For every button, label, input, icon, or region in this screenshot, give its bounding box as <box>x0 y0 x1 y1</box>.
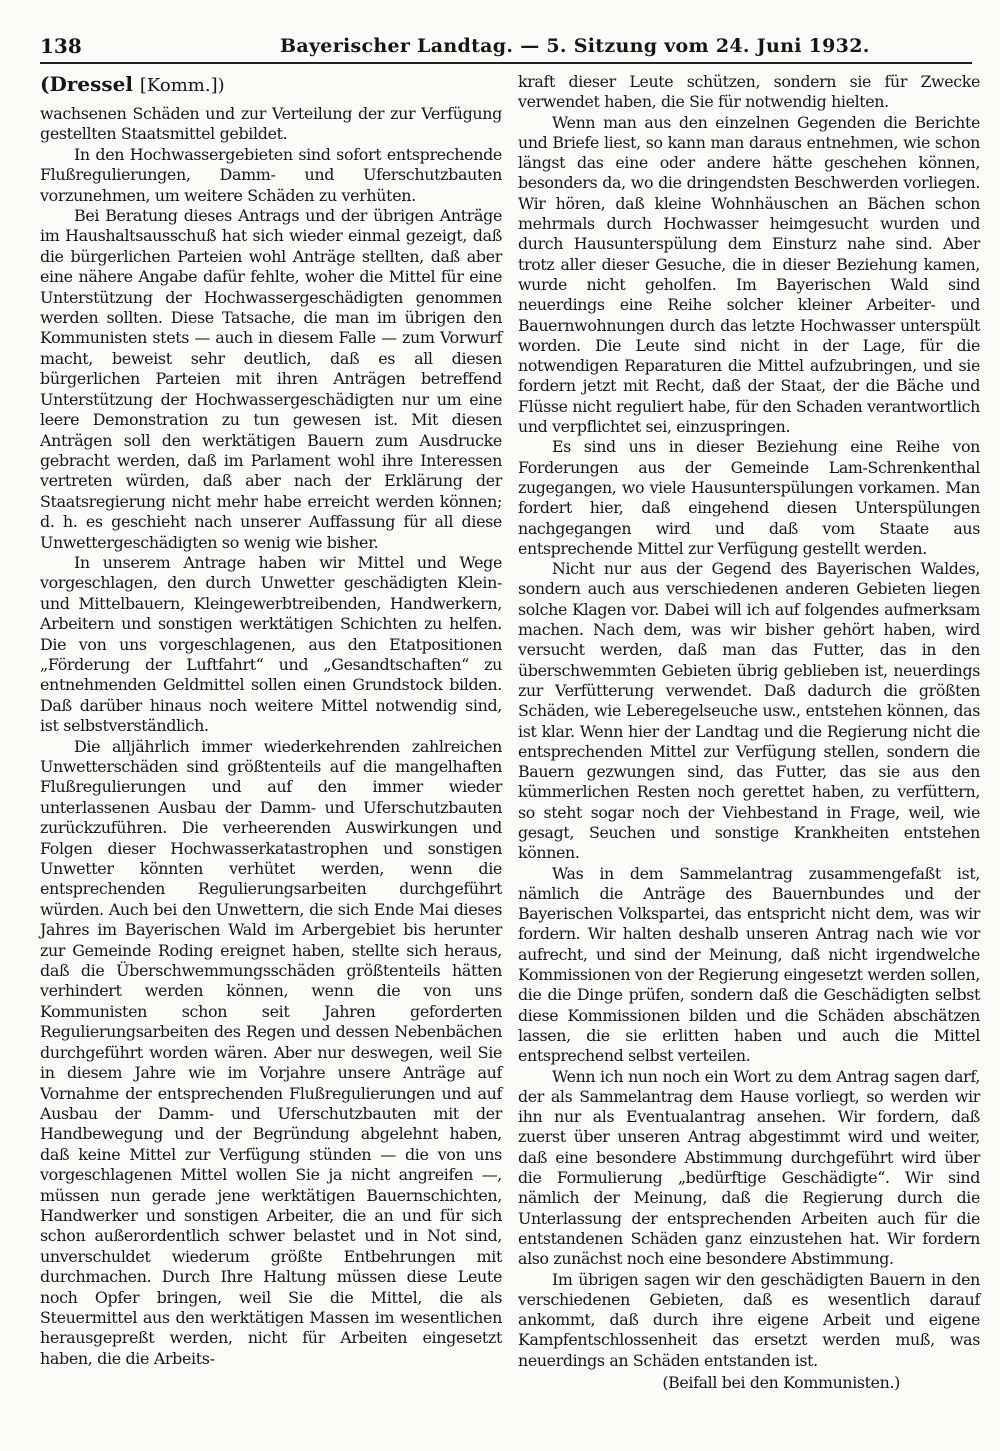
paragraph: Wenn ich nun noch ein Wort zu dem Antrag sagen darf, der als Sammelantrag dem Hause vorliegt, so werden wir ihn nur als Eventualantrag ansehen. Wir fordern, daß zuerst über unseren Antrag abgestimmt wird und weiter, daß eine besondere Abstimmung durchgeführt wird über die Formulierung „bedürftige Geschädigte“. Wir sind nämlich der Meinung, daß die Regierung durch die Unterlassung der entsprechenden Arbeiten auch für die entstandenen Schäden ganz einzustehen hat. Wir fordern also zunächst noch eine besondere Abstimmung. <box>518 1066 980 1269</box>
paragraph: In den Hochwassergebieten sind sofort entsprechende Flußregulierungen, Damm- und Uferschutzbauten vorzunehmen, um weitere Schäden zu verhüten. <box>40 144 502 205</box>
paragraph: Bei Beratung dieses Antrags und der übrigen Anträge im Haushaltsausschuß hat sich wieder einmal gezeigt, daß die bürgerlichen Parteien wohl Anträge stellten, daß aber eine nähere Angabe dafür fehlte, woher die Mittel für eine Unterstützung der Hochwassergeschädigten genommen werden sollten. Diese Tatsache, die man im übrigen den Kommunisten stets — auch in diesem Falle — zum Vorwurf macht, beweist sehr deutlich, daß es all diesen bürgerlichen Parteien mit ihren Anträgen betreffend Unterstützung der Hochwassergeschädigten nur um eine leere Demonstration zu tun gewesen ist. Mit diesen Anträgen soll den werktätigen Bauern zum Ausdrucke gebracht werden, daß im Parlament wohl ihre Interessen vertreten würden, daß aber nach der Erklärung der Staatsregierung nicht mehr habe erreicht werden können; d. h. es geschieht nach unserer Auffassung für all diese Unwettergeschädigten so wenig wie bisher. <box>40 206 502 552</box>
paragraph: Wenn man aus den einzelnen Gegenden die Berichte und Briefe liest, so kann man daraus entnehmen, wie schon längst das eine oder andere hätte geschehen können, besonders da, wo die dringendsten Beschwerden vorliegen. Wir hören, daß kleine Wohnhäuschen an Bächen schon mehrmals durch Hochwasser heimgesucht wurden und durch Hausunterspülung dem Einsturz nahe sind. Aber trotz aller dieser Gesuche, die in dieser Beziehung kamen, wurde nicht geholfen. Im Bayerischen Wald sind neuerdings eine Reihe solcher kleiner Arbeiter- und Bauernwohnungen durch das letzte Hochwasser unterspült worden. Die Leute sind nicht in der Lage, für die notwendigen Reparaturen die Mittel aufzubringen, und sie fordern jetzt mit Recht, daß der Staat, der die Bäche und Flüsse nicht reguliert habe, für den Schaden verantwortlich und verpflichtet sei, einzuspringen. <box>518 112 980 437</box>
left-column <box>40 72 502 1369</box>
page-header <box>40 34 972 64</box>
applause-note: (Beifall bei den Kommunisten.) <box>662 1373 900 1392</box>
paragraph: In unserem Antrage haben wir Mittel und Wege vorgeschlagen, den durch Unwetter geschädigten Klein- und Mittelbauern, Kleingewerbtreibenden, Handwerkern, Arbeitern und sonstigen werktätigen Schichten zu helfen. Die von uns vorgeschlagenen, aus den Etatpositionen „Förderung der Luftfahrt“ und „Gesandtschaften“ zu entnehmenden Geldmittel sollen einen Grundstock bilden. Daß darüber hinaus noch weitere Mittel notwendig sind, ist selbstverständlich. <box>40 552 502 736</box>
paragraph: Was in dem Sammelantrag zusammengefaßt ist, nämlich die Anträge des Bauernbundes und der Bayerischen Volkspartei, das entspricht nicht dem, was wir fordern. Wir halten deshalb unseren Antrag nach wie vor aufrecht, und sind der Meinung, daß nicht irgendwelche Kommissionen von der Regierung eingesetzt werden sollen, die die Dinge prüfen, sondern daß die Geschädigten selbst diese Kommissionen bilden und die Schäden abschätzen lassen, die sie erlitten haben und auch die Mittel entsprechend selbst verteilen. <box>518 863 980 1066</box>
paragraph: Die alljährlich immer wiederkehrenden zahlreichen Unwetterschäden sind größtenteils auf die mangelhaften Flußregulierungen und auf den immer wieder unterlassenen Ausbau der Damm- und Uferschutzbauten zurückzuführen. Die verheerenden Auswirkungen und Folgen dieser Hochwasserkatastrophen und sonstigen Unwetter könnten verhütet werden, wenn die entsprechenden Regulierungsarbeiten durchgeführt würden. Auch bei den Unwettern, die sich Ende Mai dieses Jahres im Bayerischen Wald im Arbergebiet bis herunter zur Gemeinde Roding ereignet haben, stellte sich heraus, daß die Überschwemmungsschäden größtenteils hätten verhindert werden können, wenn die von uns Kommunisten schon seit Jahren geforderten Regulierungsarbeiten des Regen und dessen Nebenbächen durchgeführt worden wären. Aber nur deswegen, weil Sie in diesem Jahre wie im Vorjahre unsere Anträge auf Vornahme der entsprechenden Flußregulierungen und auf Ausbau der Damm- und Uferschutzbauten mit der Handbewegung und der Begründung abgelehnt haben, daß keine Mittel zur Verfügung stünden — die von uns vorgeschlagenen Mittel wollen Sie ja nicht angreifen —, müssen nun gerade jene werktätigen Bauernschichten, Handwerker und sonstigen Arbeiter, die an und für sich schon außerordentlich schwer belastet und in Not sind, unverschuldet wiederum größte Entbehrungen mit durchmachen. Durch Ihre Haltung müssen diese Leute noch Opfer bringen, weil Sie die Mittel, die als Steuermittel aus den werktätigen Massen im wesentlichen herausgepreßt werden, nicht für Arbeiten eingesetzt haben, die die Arbeits- <box>40 736 502 1368</box>
right-column <box>518 72 980 1393</box>
running-title: Bayerischer Landtag. — 5. Sitzung vom 24. Juni 1932. <box>280 35 870 57</box>
speaker-party: [Komm.]) <box>139 75 225 96</box>
paragraph: Im übrigen sagen wir den geschädigten Bauern in den verschiedenen Gebieten, daß es wesentlich darauf ankommt, daß durch ihre eigene Arbeit und eigene Kampfentschlossenheit das ersetzt werden muß, was neuerdings an Schäden entstanden ist. <box>518 1269 980 1370</box>
speaker-name: (Dressel <box>40 72 133 96</box>
speaker-label <box>40 72 502 98</box>
paragraph: Nicht nur aus der Gegend des Bayerischen Waldes, sondern auch aus verschiedenen anderen Gebieten liegen solche Klagen vor. Dabei will ich auf folgendes aufmerksam machen. Nach dem, was wir bisher gehört haben, wird versucht werden, daß man das Futter, das in den überschwemmten Gebieten übrig geblieben ist, neuerdings zur Verfütterung verwendet. Daß dadurch die größten Schäden, wie Leberegelseuche usw., entstehen können, das ist klar. Wenn hier der Landtag und die Regierung nicht die entsprechenden Mittel zur Verfügung stellen, sondern die Bauern gezwungen sind, das Futter, das sie aus den kümmerlichen Resten noch gerettet haben, zu verfüttern, so steht sogar noch der Viehbestand in Frage, weil, wie gesagt, Seuchen und sonstige Krankheiten entstehen können. <box>518 559 980 863</box>
paragraph: kraft dieser Leute schützen, sondern sie für Zwecke verwendet haben, die Sie für notwendig hielten. <box>518 72 980 112</box>
page-number: 138 <box>40 34 82 58</box>
paragraph: wachsenen Schäden und zur Verteilung der zur Verfügung gestellten Staatsmittel gebildet. <box>40 104 502 144</box>
paragraph: Es sind uns in dieser Beziehung eine Reihe von Forderungen aus der Gemeinde Lam-Schrenkenthal zugegangen, wo viele Hausunterspülungen vorkamen. Man fordert hier, daß eingehend diesen Unterspülungen nachgegangen wird und daß vom Staate aus entsprechende Mittel zur Verfügung gestellt werden. <box>518 437 980 558</box>
